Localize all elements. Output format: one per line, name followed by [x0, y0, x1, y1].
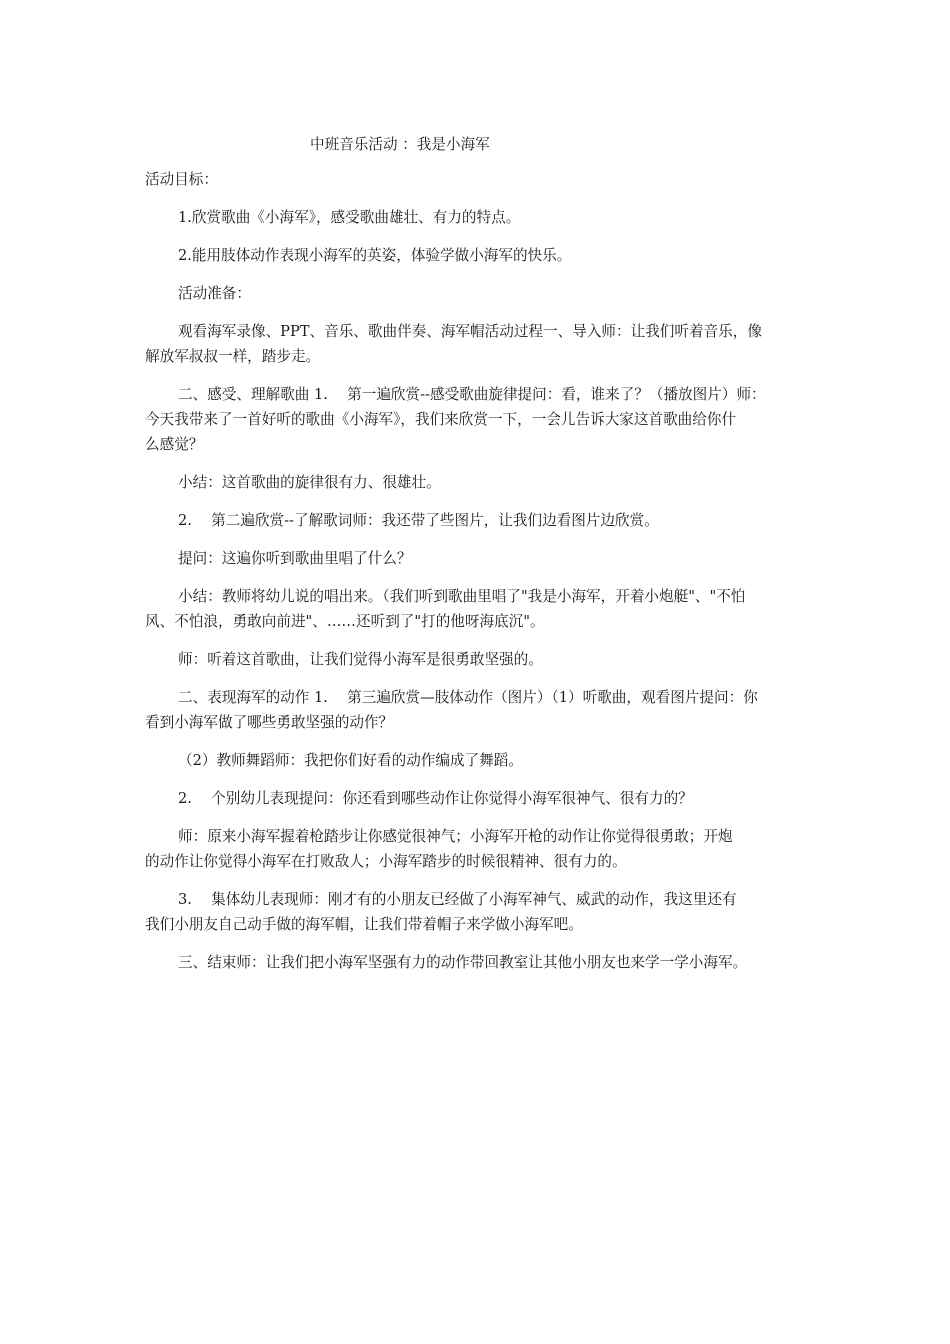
paragraph-summary-2 — [145, 584, 817, 634]
text-line: 二、表现海军的动作 1. 第三遍欣赏—肢体动作（图片）（1）听歌曲，观看图片提问：你 — [178, 689, 758, 706]
text-line: 风、不怕浪，勇敢向前进"、……还听到了"打的他呀海底沉"。 — [145, 613, 545, 630]
text-line: 解放军叔叔一样，踏步走。 — [145, 348, 321, 365]
document-page — [145, 132, 817, 988]
text-line: 今天我带来了一首好听的歌曲《小海军》，我们来欣赏一下，一会儿告诉大家这首歌曲给你什 — [145, 411, 737, 428]
paragraph-question — [145, 546, 817, 571]
paragraph-ending — [145, 950, 817, 975]
text-line: 观看海军录像、PPT、音乐、歌曲伴奏、海军帽活动过程一、导入师：让我们听着音乐，像 — [178, 323, 762, 340]
text-line: 二、感受、理解歌曲 1. 第一遍欣赏--感受歌曲旋律提问：看，谁来了？（播放图片）师： — [178, 386, 766, 403]
paragraph-second-listen — [145, 508, 817, 533]
paragraph-individual — [145, 786, 817, 811]
text-line: 提问：这遍你听到歌曲里唱了什么？ — [178, 550, 412, 567]
paragraph-dance — [145, 748, 817, 773]
document-title: 中班音乐活动 ：我是小海军 — [310, 136, 490, 153]
text-line: 师：听着这首歌曲，让我们觉得小海军是很勇敢坚强的。 — [178, 651, 543, 668]
text-line: 2. 第二遍欣赏--了解歌词师：我还带了些图片，让我们边看图片边欣赏。 — [178, 512, 659, 529]
text-line: 的动作让你觉得小海军在打败敌人；小海军踏步的时候很精神、很有力的。 — [145, 853, 627, 870]
paragraph-summary-1 — [145, 470, 817, 495]
paragraph-group — [145, 887, 817, 937]
paragraph-section-3 — [145, 685, 817, 735]
paragraph-goal-2 — [145, 243, 817, 268]
paragraph-preparation-heading — [145, 281, 817, 306]
text-line: 我们小朋友自己动手做的海军帽，让我们带着帽子来学做小海军吧。 — [145, 916, 583, 933]
text-line: 么感觉？ — [145, 436, 204, 453]
paragraph-goals-heading — [145, 167, 817, 192]
text-line: （2）教师舞蹈师：我把你们好看的动作编成了舞蹈。 — [178, 752, 523, 769]
text-line: 师：原来小海军握着枪踏步让你感觉很神气；小海军开枪的动作让你觉得很勇敢；开炮 — [178, 828, 733, 845]
paragraph-section-2 — [145, 382, 817, 457]
paragraph-goal-1 — [145, 205, 817, 230]
text-line: 2.能用肢体动作表现小海军的英姿，体验学做小海军的快乐。 — [178, 247, 572, 264]
text-line: 1.欣赏歌曲《小海军》，感受歌曲雄壮、有力的特点。 — [178, 209, 521, 226]
text-line: 看到小海军做了哪些勇敢坚强的动作？ — [145, 714, 394, 731]
text-line: 3. 集体幼儿表现师：刚才有的小朋友已经做了小海军神气、威武的动作，我这里还有 — [178, 891, 737, 908]
paragraph-teacher-explain — [145, 824, 817, 874]
text-line: 活动目标： — [145, 171, 218, 188]
text-line: 活动准备： — [178, 285, 251, 302]
text-line: 小结：教师将幼儿说的唱出来。（我们听到歌曲里唱了"我是小海军，开着小炮艇"、"不怕 — [178, 588, 746, 605]
paragraph-preparation — [145, 319, 817, 369]
text-line: 2. 个别幼儿表现提问：你还看到哪些动作让你觉得小海军很神气、很有力的？ — [178, 790, 693, 807]
text-line: 小结：这首歌曲的旋律很有力、很雄壮。 — [178, 474, 441, 491]
text-line: 三、结束师：让我们把小海军坚强有力的动作带回教室让其他小朋友也来学一学小海军。 — [178, 954, 748, 971]
paragraph-teacher-remark — [145, 647, 817, 672]
